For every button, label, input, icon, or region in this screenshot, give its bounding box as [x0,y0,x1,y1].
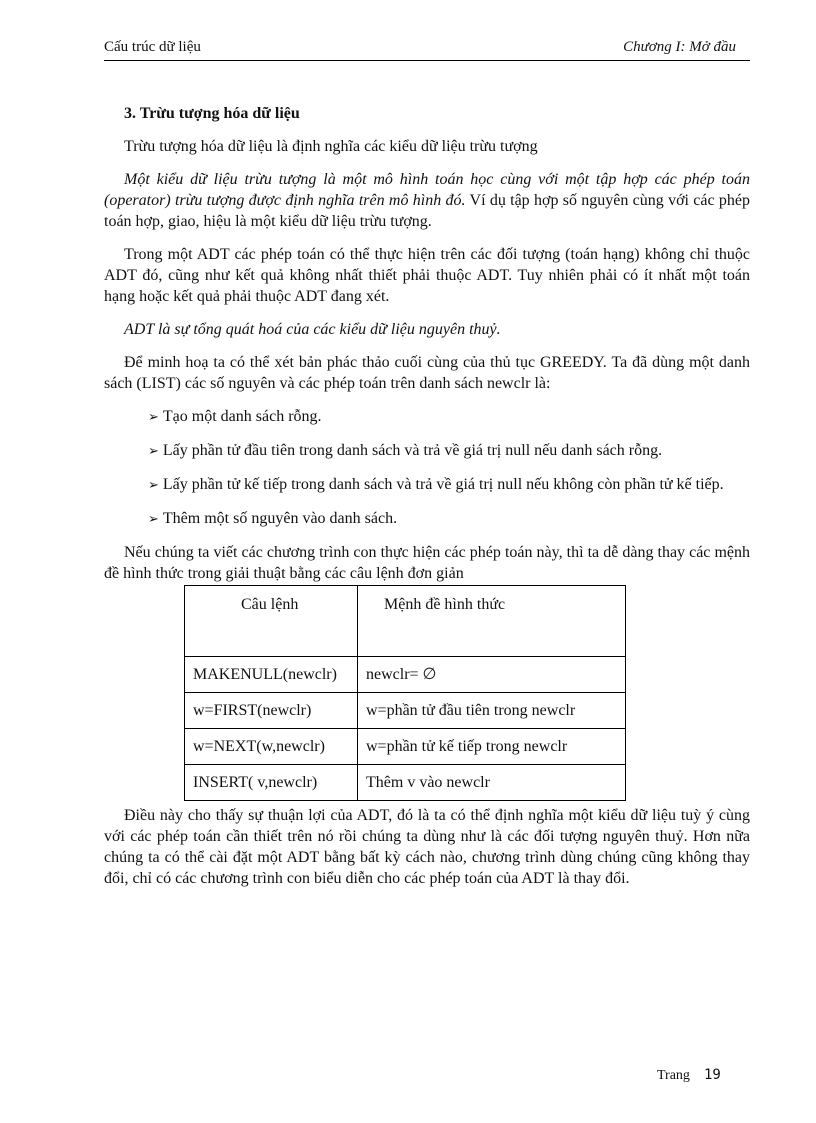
list-item-text: Lấy phần tử kế tiếp trong danh sách và trả về giá trị null nếu không còn phần tử kế tiếp. [162,476,724,493]
table-row [185,693,626,729]
list-item [148,440,750,462]
paragraph-subprograms: Nếu chúng ta viết các chương trình con thực hiện các phép toán này, thì ta dễ dàng thay các mệnh đề hình thức trong giải thuật bằng các câu lệnh đơn giản [104,544,750,582]
paragraph-definition: Trừu tượng hóa dữ liệu là định nghĩa các kiểu dữ liệu trừu tượng [124,138,538,155]
list-item [104,474,750,496]
statement-table [184,585,626,801]
footer-page-label: Trang [657,1068,690,1083]
page-header [104,36,750,61]
arrow-bullet-icon: ➢ [148,478,159,493]
page-footer [657,1067,721,1084]
list-item [148,508,750,530]
table-cell-clause: w=phần tử đầu tiên trong newclr [358,693,626,729]
header-book-title: Cấu trúc dữ liệu [104,39,201,55]
arrow-bullet-icon: ➢ [148,444,159,459]
table-cell-statement: INSERT( v,newclr) [185,765,358,801]
header-chapter-title: Chương I: Mở đầu [623,39,736,55]
list-item-text: Tạo một danh sách rỗng. [162,408,322,425]
table-cell-statement: w=FIRST(newclr) [185,693,358,729]
adt-definition-italic: Một kiểu dữ liệu trừu tượng là một mô hình toán học cùng với một tập hợp các phép toán (operator) trừu tượng được định nghĩa trên mô hình đó. [104,171,750,209]
arrow-bullet-icon: ➢ [148,512,159,527]
list-item-text: Lấy phần tử đầu tiên trong danh sách và trả về giá trị null nếu danh sách rỗng. [162,442,663,459]
table-cell-clause: w=phần tử kế tiếp trong newclr [358,729,626,765]
table-header-row [185,586,626,657]
list-item-text: Thêm một số nguyên vào danh sách. [162,510,398,527]
table-cell-statement: w=NEXT(w,newclr) [185,729,358,765]
paragraph-operators: Trong một ADT các phép toán có thể thực hiện trên các đối tượng (toán hạng) không chỉ thuộc ADT đó, cũng như kết quả không nhất thiết phải thuộc ADT. Tuy nhiên phải có ít nhất một toán hạng hoặc kết quả phải thuộc ADT đang xét. [104,246,750,305]
table-header-formal-clause: Mệnh đề hình thức [358,586,626,657]
paragraph-adt-definition [104,169,750,232]
table-row [185,729,626,765]
table-cell-statement: MAKENULL(newclr) [185,657,358,693]
arrow-bullet-icon: ➢ [148,410,159,425]
table-row [185,657,626,693]
paragraph-greedy-example: Để minh hoạ ta có thể xét bản phác thảo cuối cùng của thủ tục GREEDY. Ta đã dùng một danh sách (LIST) các số nguyên và các phép toán trên danh sách newclr là: [104,354,750,392]
table-row [185,765,626,801]
section-heading: 3. Trừu tượng hóa dữ liệu [124,105,300,122]
adt-definition-example: Ví dụ tập hợp số nguyên cùng với các phép toán hợp, giao, hiệu là một kiểu dữ liệu trừu tượng. [104,192,750,230]
paragraph-generalization: ADT là sự tổng quát hoá của các kiểu dữ liệu nguyên thuỷ. [124,321,501,338]
page-content [104,103,750,901]
list-item [148,406,750,428]
paragraph-conclusion: Điều này cho thấy sự thuận lợi của ADT, đó là ta có thể định nghĩa một kiểu dữ liệu tuỳ ý cùng với các phép toán cần thiết trên nó rồi chúng ta dùng như là các đối tượng nguyên thuỷ. Hơn nữa chúng ta có thể cài đặt một ADT bằng bất kỳ cách nào, chương trình dùng chúng cũng không thay đổi, chỉ có các chương trình con biểu diễn cho các phép toán của ADT là thay đổi. [104,807,750,887]
table-cell-clause: Thêm v vào newclr [358,765,626,801]
footer-page-number: 19 [703,1067,721,1083]
table-cell-clause: newclr= ∅ [358,657,626,693]
table-header-statement: Câu lệnh [185,586,358,657]
